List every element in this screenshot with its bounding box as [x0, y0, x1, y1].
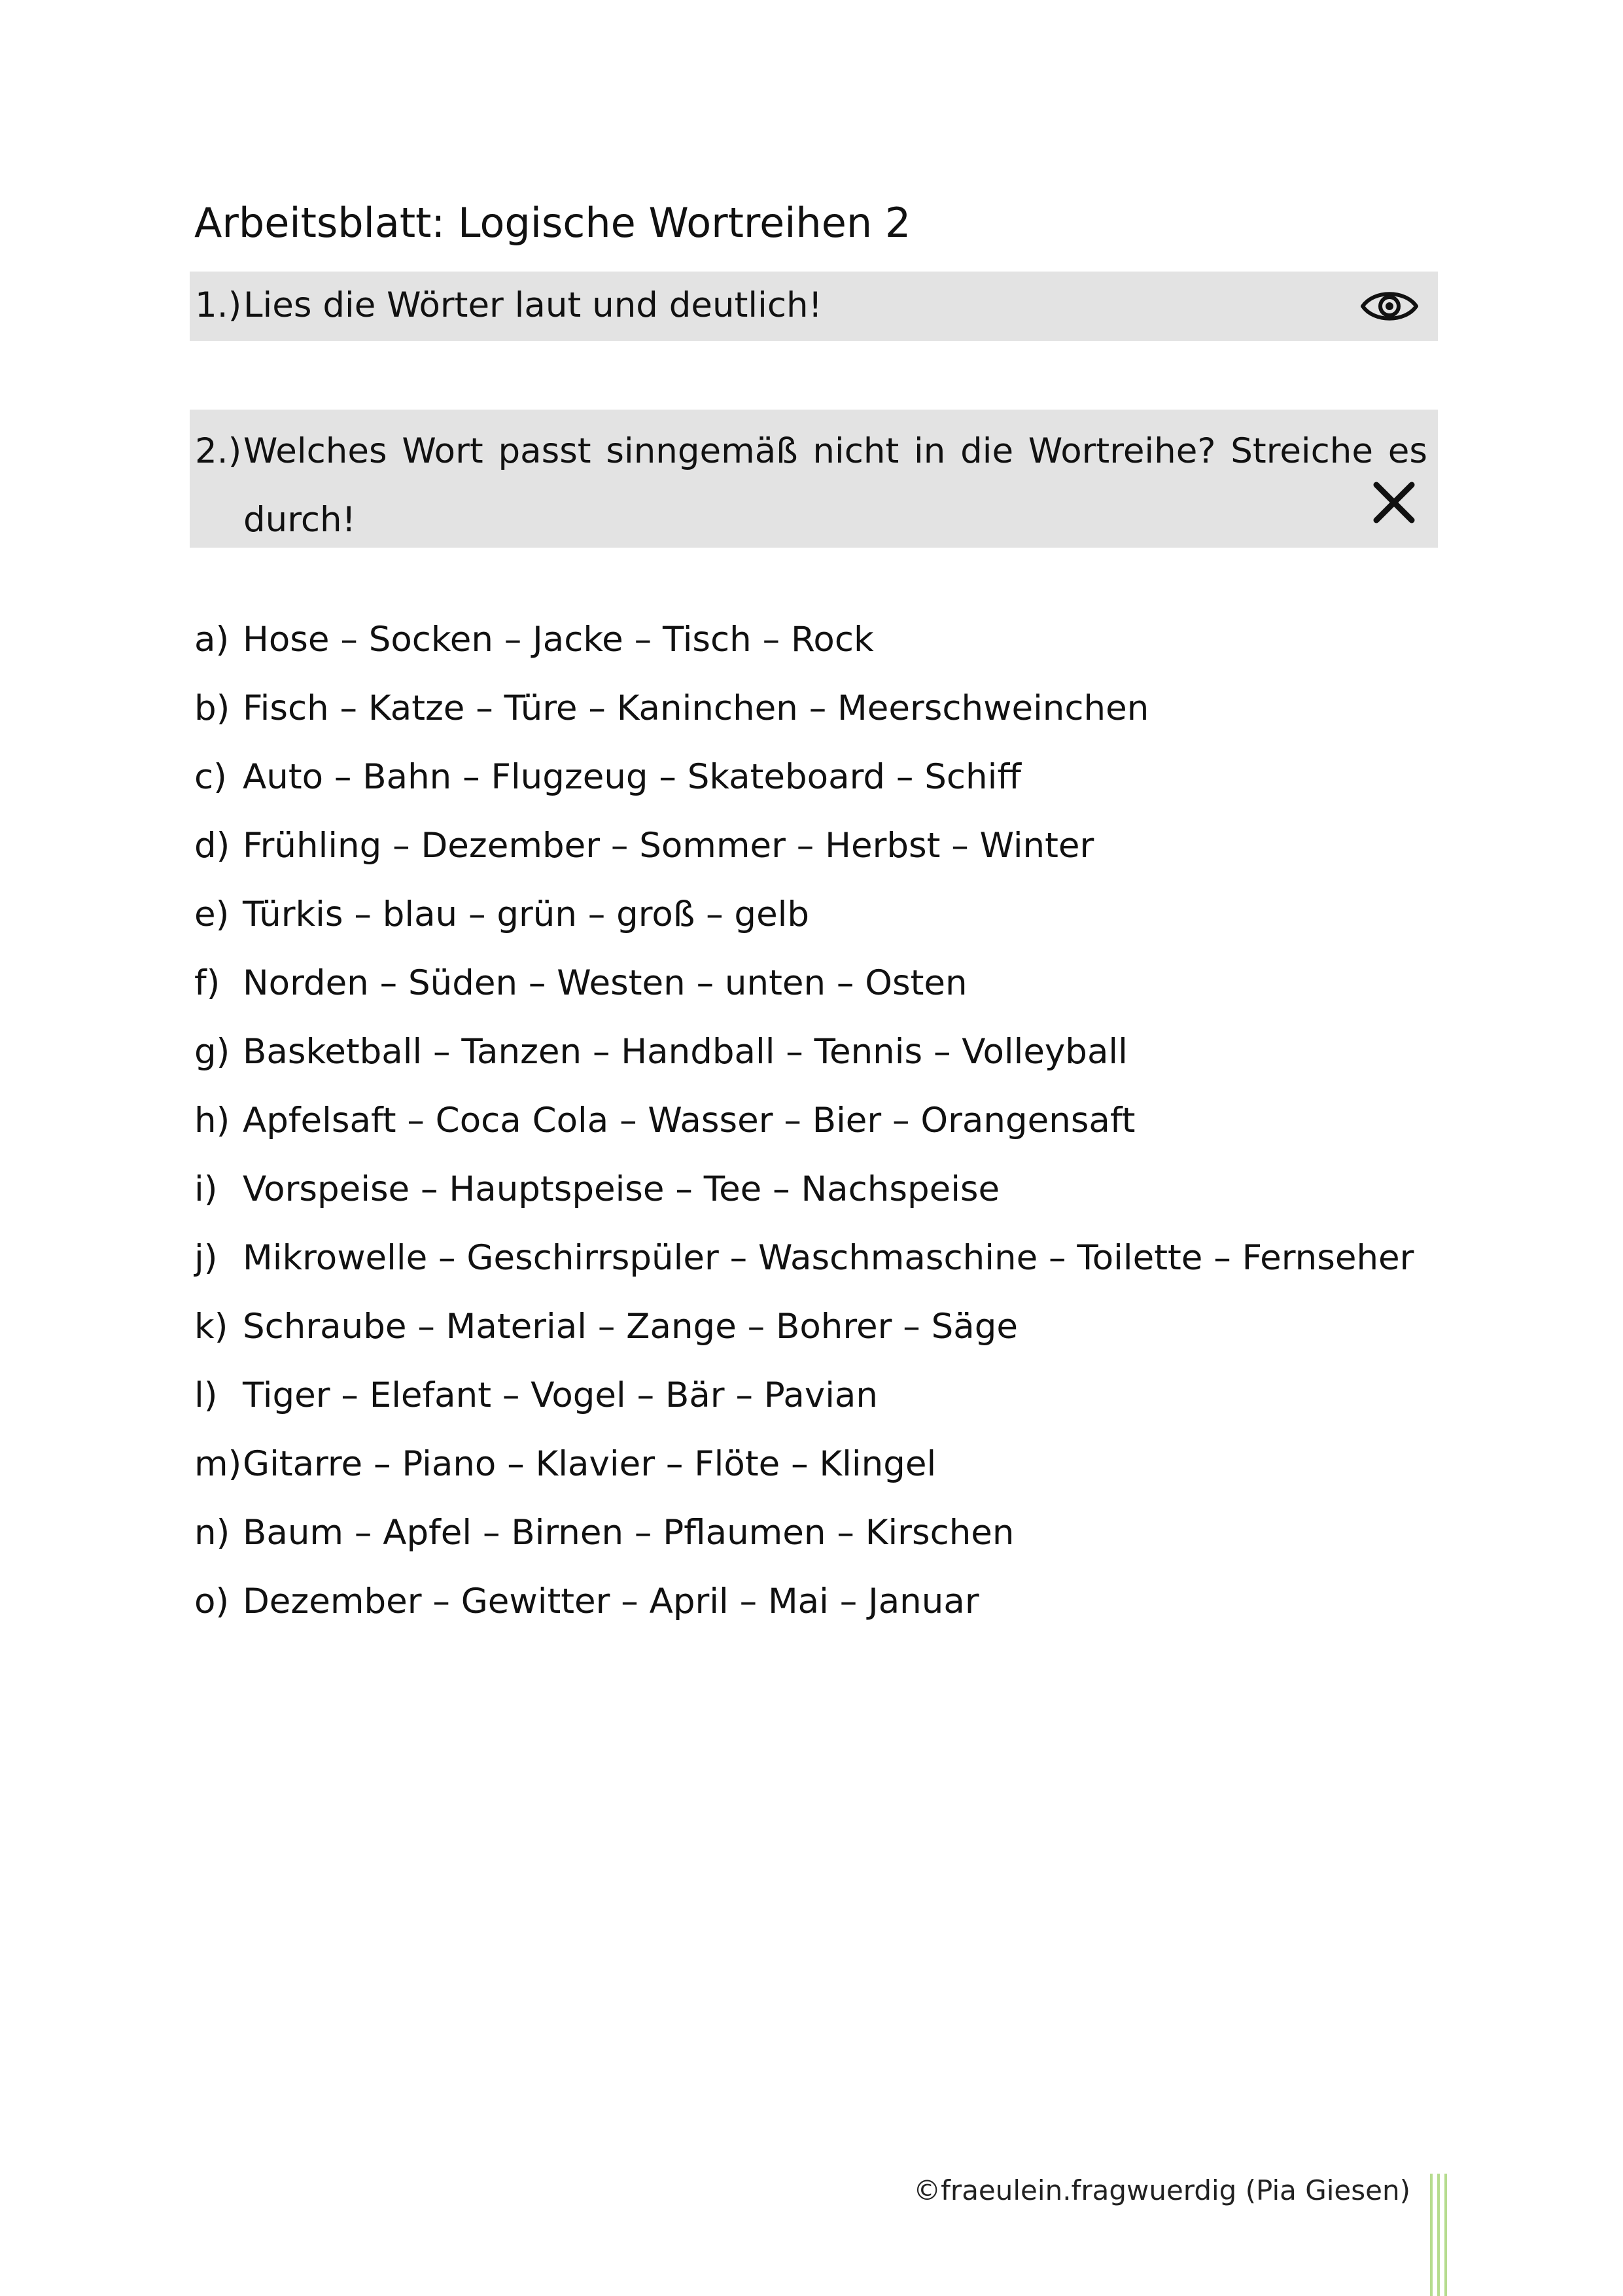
- item-marker: n): [194, 1513, 230, 1553]
- item-marker: a): [194, 620, 230, 660]
- item-marker: j): [194, 1238, 218, 1278]
- list-item: [194, 1369, 1414, 1438]
- item-text: Tiger – Elefant – Vogel – Bär – Pavian: [243, 1375, 879, 1415]
- item-text: Frühling – Dezember – Sommer – Herbst – Winter: [243, 826, 1094, 866]
- green-line: [1437, 2174, 1440, 2296]
- list-item: [194, 889, 1414, 957]
- item-text: Mikrowelle – Geschirrspüler – Waschmaschine – Toilette – Fernseher: [243, 1238, 1414, 1278]
- list-item: [194, 957, 1414, 1026]
- item-text: Baum – Apfel – Birnen – Pflaumen – Kirschen: [243, 1513, 1015, 1553]
- item-marker: l): [194, 1375, 218, 1415]
- item-text: Apfelsaft – Coca Cola – Wasser – Bier – Orangensaft: [243, 1101, 1136, 1140]
- item-text: Vorspeise – Hauptspeise – Tee – Nachspeise: [243, 1169, 1000, 1209]
- green-line: [1430, 2174, 1433, 2296]
- task-1-number: 1.): [195, 285, 242, 325]
- list-item: [194, 1301, 1414, 1369]
- task-2-text-line2: durch!: [243, 500, 356, 540]
- item-marker: c): [194, 757, 227, 797]
- item-marker: m): [194, 1444, 242, 1484]
- list-item: [194, 1163, 1414, 1232]
- list-item: [194, 1095, 1414, 1163]
- item-marker: h): [194, 1101, 230, 1140]
- item-marker: f): [194, 963, 220, 1003]
- list-item: [194, 1026, 1414, 1095]
- cross-icon: [1371, 480, 1417, 525]
- item-marker: e): [194, 894, 230, 934]
- list-item: [194, 614, 1414, 682]
- item-text: Türkis – blau – grün – groß – gelb: [243, 894, 810, 934]
- item-marker: b): [194, 688, 230, 728]
- task-2-text-line1: Welches Wort passt sinngemäß nicht in die Wortreihe? Streiche es: [243, 431, 1427, 471]
- item-text: Hose – Socken – Jacke – Tisch – Rock: [243, 620, 874, 660]
- item-text: Basketball – Tanzen – Handball – Tennis – Volleyball: [243, 1032, 1128, 1072]
- list-item: [194, 682, 1414, 751]
- task-2-number: 2.): [195, 431, 242, 471]
- item-text: Dezember – Gewitter – April – Mai – Januar: [243, 1581, 979, 1621]
- item-text: Auto – Bahn – Flugzeug – Skateboard – Schiff: [243, 757, 1021, 797]
- item-marker: d): [194, 826, 230, 866]
- list-item: [194, 1507, 1414, 1576]
- copyright-footer: ©fraeulein.fragwuerdig (Pia Giesen): [913, 2174, 1410, 2206]
- list-item: [194, 1232, 1414, 1301]
- item-text: Gitarre – Piano – Klavier – Flöte – Klingel: [243, 1444, 937, 1484]
- list-item: [194, 1576, 1414, 1644]
- task-2-box: [190, 410, 1438, 548]
- word-row-list: [194, 614, 1414, 1644]
- decorative-green-lines: [1430, 2174, 1448, 2296]
- list-item: [194, 1438, 1414, 1507]
- eye-icon: [1359, 286, 1420, 327]
- task-1-box: [190, 272, 1438, 341]
- item-marker: o): [194, 1581, 230, 1621]
- item-marker: i): [194, 1169, 218, 1209]
- item-text: Schraube – Material – Zange – Bohrer – Säge: [243, 1307, 1018, 1347]
- item-marker: g): [194, 1032, 230, 1072]
- list-item: [194, 751, 1414, 820]
- task-1-text: Lies die Wörter laut und deutlich!: [243, 285, 822, 325]
- item-text: Norden – Süden – Westen – unten – Osten: [243, 963, 968, 1003]
- item-marker: k): [194, 1307, 228, 1347]
- green-line: [1444, 2174, 1447, 2296]
- item-text: Fisch – Katze – Türe – Kaninchen – Meerschweinchen: [243, 688, 1149, 728]
- list-item: [194, 820, 1414, 889]
- page-title: Arbeitsblatt: Logische Wortreihen 2: [194, 199, 911, 247]
